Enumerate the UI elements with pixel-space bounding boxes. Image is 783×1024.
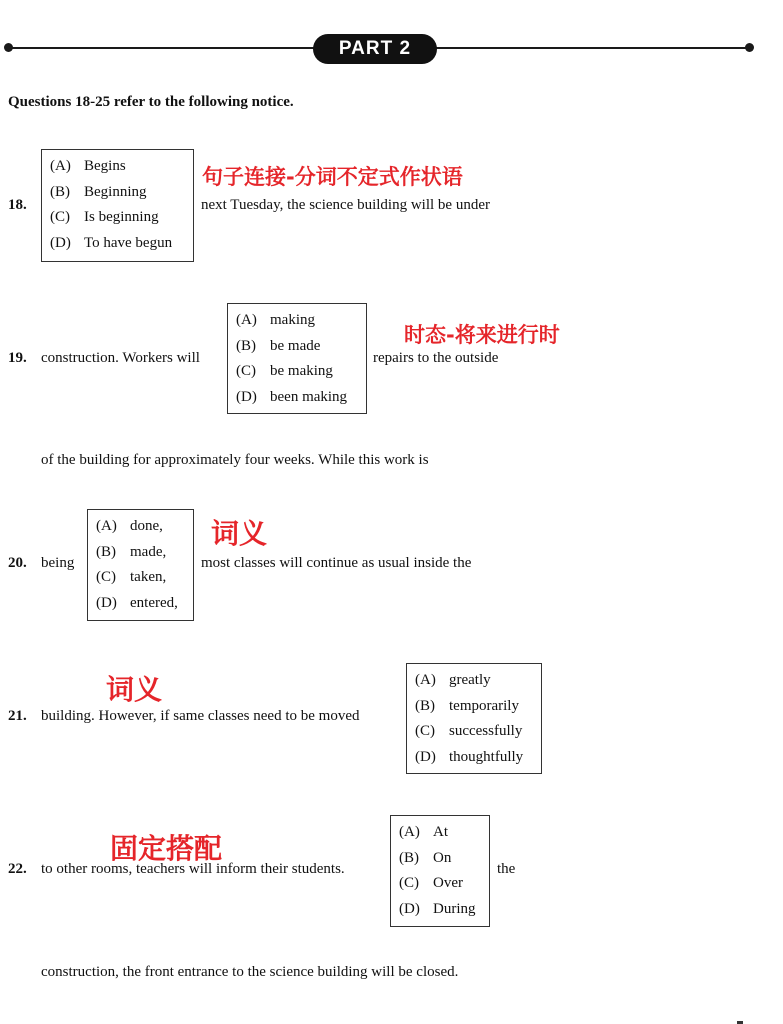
annotation-note: 词义	[106, 673, 163, 706]
option-b[interactable]: (B) Beginning	[50, 183, 147, 200]
option-d[interactable]: (D) During	[399, 900, 476, 917]
option-d[interactable]: (D) been making	[236, 388, 348, 405]
continuation-line: construction, the front entrance to the science building will be closed.	[41, 964, 459, 980]
question-number: 20.	[8, 555, 27, 571]
question-text-after: the	[497, 861, 516, 877]
continuation-line: of the building for approximately four weeks. While this work is	[41, 452, 429, 468]
option-a[interactable]: (A) At	[399, 824, 448, 840]
part-badge: PART 2	[313, 34, 437, 64]
question-text-before: construction. Workers will	[41, 350, 200, 366]
question-text-before: being	[41, 555, 75, 571]
question-number: 21.	[8, 708, 27, 724]
annotation-note: 时态-将来进行时	[404, 323, 560, 347]
option-box-19	[227, 303, 367, 414]
option-box-22	[390, 815, 490, 927]
option-a[interactable]: (A) done,	[96, 518, 163, 534]
option-box-21	[406, 663, 542, 774]
question-number: 22.	[8, 861, 27, 877]
option-c[interactable]: (C) taken,	[96, 569, 167, 585]
option-b[interactable]: (B) be made	[236, 337, 321, 354]
question-number: 19.	[8, 350, 27, 366]
option-d[interactable]: (D) thoughtfully	[415, 748, 524, 765]
header-rule-left-dot	[4, 43, 13, 52]
annotation-note: 固定搭配	[110, 832, 223, 865]
option-box-18	[41, 149, 194, 262]
option-d[interactable]: (D) To have begun	[50, 234, 173, 251]
option-a[interactable]: (A) making	[236, 312, 315, 328]
option-box-20	[87, 509, 194, 621]
annotation-note: 词义	[211, 517, 268, 550]
option-d[interactable]: (D) entered,	[96, 594, 178, 611]
option-c[interactable]: (C) Over	[399, 875, 463, 891]
option-a[interactable]: (A) greatly	[415, 672, 491, 688]
question-text-after: next Tuesday, the science building will be under	[201, 197, 490, 213]
header-rule-right-dot	[745, 43, 754, 52]
questions-intro: Questions 18-25 refer to the following notice.	[8, 94, 294, 110]
question-text-before: building. However, if same classes need to be moved	[41, 708, 360, 724]
option-b[interactable]: (B) On	[399, 849, 452, 866]
question-text-after: repairs to the outside	[373, 350, 499, 366]
option-b[interactable]: (B) made,	[96, 543, 167, 560]
option-c[interactable]: (C) be making	[236, 363, 333, 379]
question-number: 18.	[8, 197, 27, 213]
option-a[interactable]: (A) Begins	[50, 158, 126, 174]
question-text-before: to other rooms, teachers will inform their students.	[41, 861, 345, 877]
question-text-after: most classes will continue as usual inside the	[201, 555, 472, 571]
option-c[interactable]: (C) Is beginning	[50, 209, 159, 225]
option-b[interactable]: (B) temporarily	[415, 697, 519, 714]
option-c[interactable]: (C) successfully	[415, 723, 523, 739]
annotation-note: 句子连接-分词不定式作状语	[202, 165, 463, 189]
